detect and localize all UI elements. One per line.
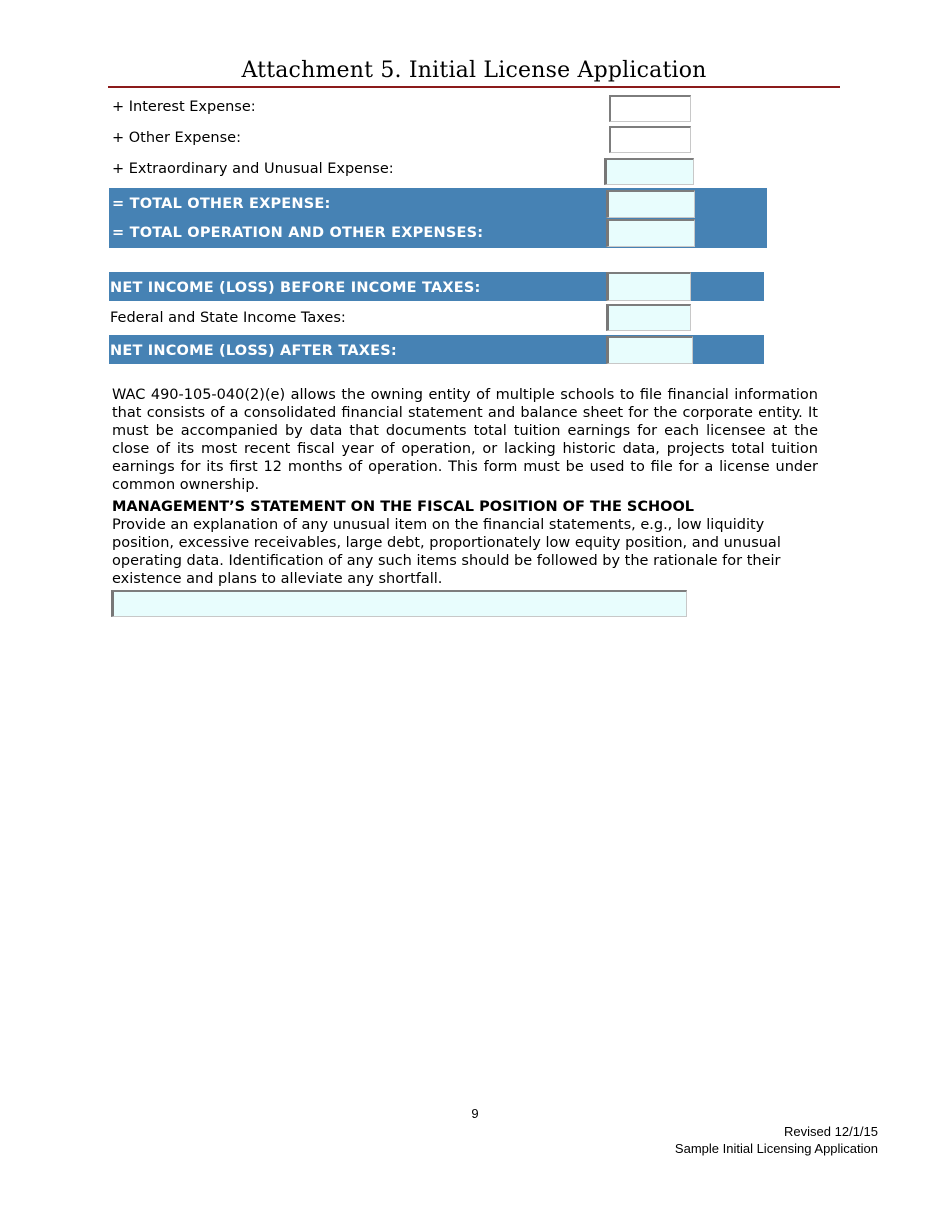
page-number: 9 xyxy=(471,1106,479,1121)
footer-block xyxy=(675,1123,878,1157)
extraordinary-expense-label: + Extraordinary and Unusual Expense: xyxy=(112,161,394,177)
extraordinary-expense-field[interactable] xyxy=(604,158,694,185)
management-body: Provide an explanation of any unusual item on the financial statements, e.g., low liquidity position, excessive receivables, large debt, proportionately low equity position, and unusual operating data. Identification of any such items should be followed by the rationale for their existence and plans to alleviate any shortfall. xyxy=(112,517,781,587)
document-name: Sample Initial Licensing Application xyxy=(674,1141,878,1156)
revised-date: Revised 12/1/15 xyxy=(784,1124,878,1139)
title-divider xyxy=(108,86,840,88)
management-heading: MANAGEMENT’S STATEMENT ON THE FISCAL POSITION OF THE SCHOOL xyxy=(112,499,695,515)
other-expense-label: + Other Expense: xyxy=(112,130,241,146)
interest-expense-field[interactable] xyxy=(609,95,691,122)
net-income-before-taxes-label: NET INCOME (LOSS) BEFORE INCOME TAXES: xyxy=(110,280,481,296)
net-income-before-taxes-field[interactable] xyxy=(606,272,691,301)
income-taxes-label: Federal and State Income Taxes: xyxy=(110,310,346,326)
wac-paragraph: WAC 490-105-040(2)(e) allows the owning entity of multiple schools to file financial information that consists of a consolidated financial statement and balance sheet for the corporate entity. It must be accompanied by data that documents total tuition earnings for each licensee at the close of its most recent fiscal year of operation, or lacking historic data, projects total tuition earnings for its first 12 months of operation. This form must be used to file for a license under common ownership. xyxy=(112,387,818,493)
net-income-after-taxes-field[interactable] xyxy=(606,336,693,364)
net-income-after-taxes-label: NET INCOME (LOSS) AFTER TAXES: xyxy=(110,343,397,359)
interest-expense-label: + Interest Expense: xyxy=(112,99,256,115)
total-operation-expenses-label: = TOTAL OPERATION AND OTHER EXPENSES: xyxy=(112,225,484,241)
income-taxes-field[interactable] xyxy=(606,304,691,331)
total-operation-expenses-field[interactable] xyxy=(606,219,695,247)
page-title: Attachment 5. Initial License Application xyxy=(241,58,707,83)
total-other-expense-field[interactable] xyxy=(606,190,695,218)
management-statement-field[interactable] xyxy=(111,590,687,617)
total-other-expense-label: = TOTAL OTHER EXPENSE: xyxy=(112,196,331,212)
other-expense-field[interactable] xyxy=(609,126,691,153)
